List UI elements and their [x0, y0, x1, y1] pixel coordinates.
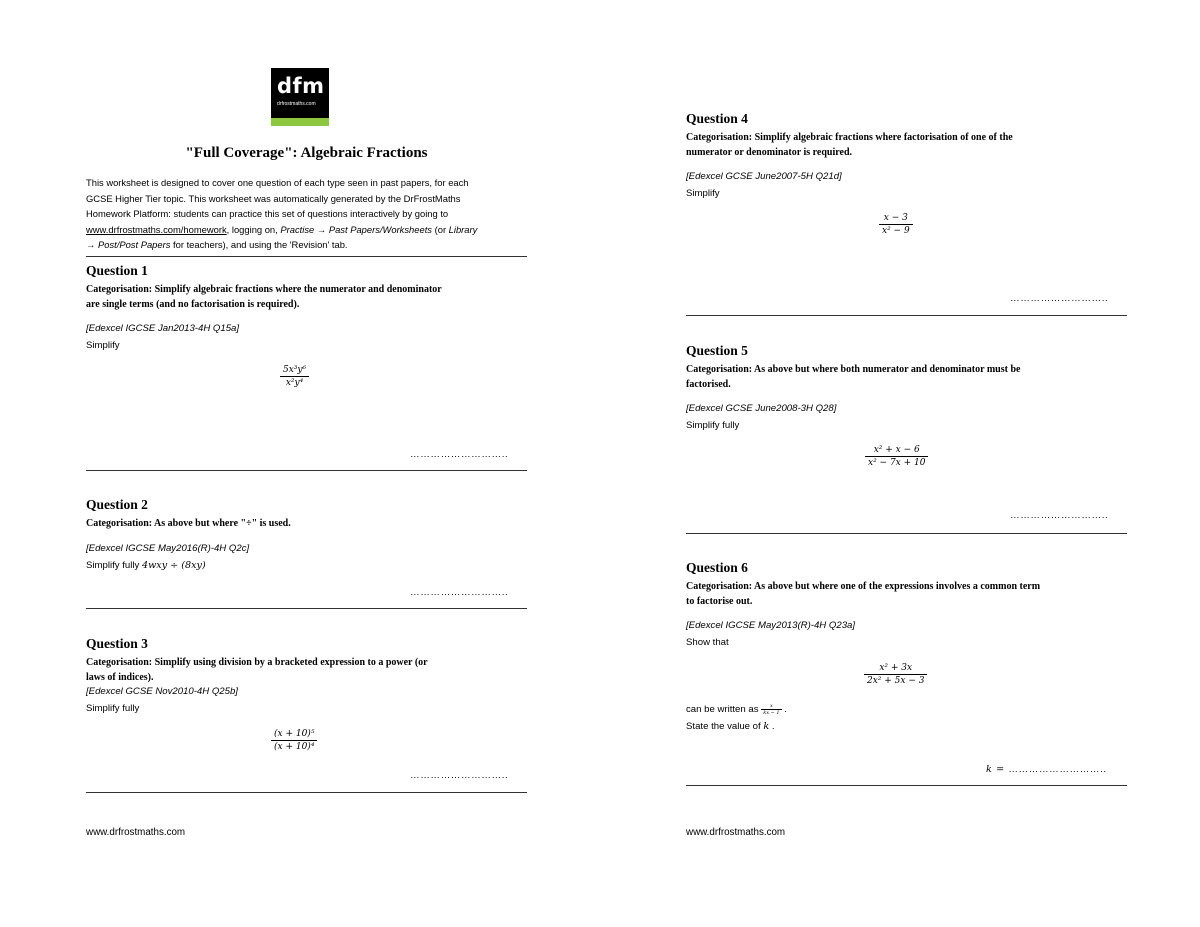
- small-numerator: x: [761, 703, 781, 710]
- answer-line: ………………………..: [1010, 510, 1109, 521]
- question-4-categorisation-1: Categorisation: Simplify algebraic fractions where factorisation of one of the: [686, 132, 1013, 143]
- answer-line: ………………………..: [410, 770, 509, 781]
- footer-left: www.drfrostmaths.com: [86, 827, 186, 838]
- question-6-categorisation-2: to factorise out.: [686, 596, 753, 607]
- question-4-source: [Edexcel GCSE June2007-5H Q21d]: [686, 171, 842, 182]
- question-4-categorisation-2: numerator or denominator is required.: [686, 147, 853, 158]
- answer-line: ………………………..: [1010, 293, 1109, 304]
- intro-or: (or: [432, 223, 449, 235]
- question-1-categorisation-2: are single terms (and no factorisation is required).: [86, 299, 300, 310]
- intro-past-papers: Past Papers/Worksheets: [328, 223, 432, 235]
- footer-right: www.drfrostmaths.com: [686, 827, 786, 838]
- divider: [686, 315, 1127, 316]
- question-6-prompt: Show that: [686, 637, 729, 648]
- question-4-prompt: Simplify: [686, 188, 720, 199]
- k-answer-dots: ………………………..: [1008, 764, 1107, 775]
- question-3-categorisation-1: Categorisation: Simplify using division by a bracketed expression to a power (or: [86, 657, 428, 668]
- logo-accent-bar: [271, 118, 329, 126]
- divider: [86, 256, 527, 257]
- question-3-heading: Question 3: [86, 636, 148, 651]
- question-6-written-as-line: [686, 703, 787, 716]
- question-1-categorisation-1: Categorisation: Simplify algebraic fractions where the numerator and denominator: [86, 284, 442, 295]
- small-denominator: kx − 1: [763, 710, 780, 716]
- answer-line: ………………………..: [410, 449, 509, 460]
- question-5-heading: Question 5: [686, 343, 748, 358]
- question-2-prompt-line: [86, 560, 206, 571]
- numerator: x − 3: [879, 212, 913, 225]
- intro-library: Library: [448, 223, 478, 235]
- numerator: x² + 3x: [864, 662, 927, 675]
- numerator: 5x³y⁶: [280, 364, 309, 377]
- question-1-source: [Edexcel IGCSE Jan2013-4H Q15a]: [86, 323, 240, 334]
- denominator: (x + 10)⁴: [274, 742, 315, 752]
- answer-line: [986, 764, 1107, 775]
- intro-line-1: This worksheet is designed to cover one question of each type seen in past papers, for each: [86, 177, 469, 188]
- intro-end: for teachers), and using the 'Revision' tab.: [170, 239, 348, 250]
- divider: [86, 792, 527, 793]
- question-4-fraction: [879, 212, 913, 237]
- dfm-logo: [271, 68, 329, 126]
- question-5-categorisation-2: factorised.: [686, 379, 731, 390]
- period: .: [784, 704, 787, 716]
- question-6-categorisation-1: Categorisation: As above but where one of the expressions involves a common term: [686, 581, 1041, 592]
- intro-line-2: GCSE Higher Tier topic. This worksheet was automatically generated by the DrFrostMaths: [86, 192, 461, 204]
- denominator: x² − 9: [882, 226, 910, 236]
- question-1-heading: Question 1: [86, 263, 148, 278]
- numerator: (x + 10)⁵: [271, 728, 317, 741]
- question-3-categorisation-2: laws of indices).: [86, 672, 154, 683]
- denominator: 2x² + 5x − 3: [867, 676, 925, 686]
- question-1-prompt: Simplify: [86, 340, 120, 351]
- intro-line-5: [86, 237, 526, 253]
- intro-arrow: →: [314, 223, 329, 235]
- answer-line: ………………………..: [410, 587, 509, 598]
- question-4-heading: Question 4: [686, 111, 748, 126]
- question-1-fraction: [280, 364, 309, 389]
- question-5-source: [Edexcel GCSE June2008-3H Q28]: [686, 403, 837, 414]
- written-as-text: can be written as: [686, 704, 759, 716]
- divider: [86, 608, 527, 609]
- question-2-expression: 4wxy ÷ (8xy): [141, 560, 206, 571]
- state-text: State the value of: [686, 721, 761, 732]
- question-2-heading: Question 2: [86, 497, 148, 512]
- question-2-prompt: Simplify fully: [86, 560, 140, 571]
- intro-post-papers: → Post/Post Papers: [86, 239, 171, 250]
- question-6-heading: Question 6: [686, 560, 748, 575]
- question-5-categorisation-1: Categorisation: As above but where both numerator and denominator must be: [686, 364, 1021, 375]
- question-5-fraction: [865, 444, 928, 469]
- question-6-fraction: [864, 662, 927, 687]
- question-6-state-line: State the value of k .: [686, 721, 775, 732]
- small-fraction: [761, 703, 781, 716]
- k-answer-prefix: k =: [986, 764, 1009, 775]
- worksheet-title: "Full Coverage": Algebraic Fractions: [185, 145, 428, 161]
- logo-text: dfm: [277, 74, 325, 98]
- question-3-source: [Edexcel GCSE Nov2010-4H Q25b]: [86, 686, 238, 697]
- numerator: x² + x − 6: [865, 444, 928, 457]
- intro-practise: Practise: [280, 223, 315, 235]
- divider: [686, 785, 1127, 786]
- intro-line-3: Homework Platform: students can practice this set of questions interactively by going to: [86, 208, 449, 219]
- question-6-source: [Edexcel IGCSE May2013(R)-4H Q23a]: [686, 620, 856, 631]
- question-3-prompt: Simplify fully: [86, 703, 140, 714]
- divider: [86, 470, 527, 471]
- homework-link[interactable]: www.drfrostmaths.com/homework: [86, 223, 227, 235]
- intro-paragraph: [86, 175, 526, 253]
- intro-text: , logging on,: [226, 223, 281, 235]
- intro-line-4: [86, 222, 526, 238]
- divider: [686, 533, 1127, 534]
- logo-subtext: drfrostmaths.com: [277, 101, 316, 107]
- question-5-prompt: Simplify fully: [686, 420, 740, 431]
- question-2-source: [Edexcel IGCSE May2016(R)-4H Q2c]: [86, 543, 250, 554]
- question-2-categorisation-1: Categorisation: As above but where "÷" is used.: [86, 518, 291, 529]
- denominator: x² − 7x + 10: [868, 458, 926, 468]
- question-3-fraction: [271, 728, 317, 753]
- k-variable: k: [763, 721, 770, 732]
- denominator: x²y⁴: [285, 378, 304, 388]
